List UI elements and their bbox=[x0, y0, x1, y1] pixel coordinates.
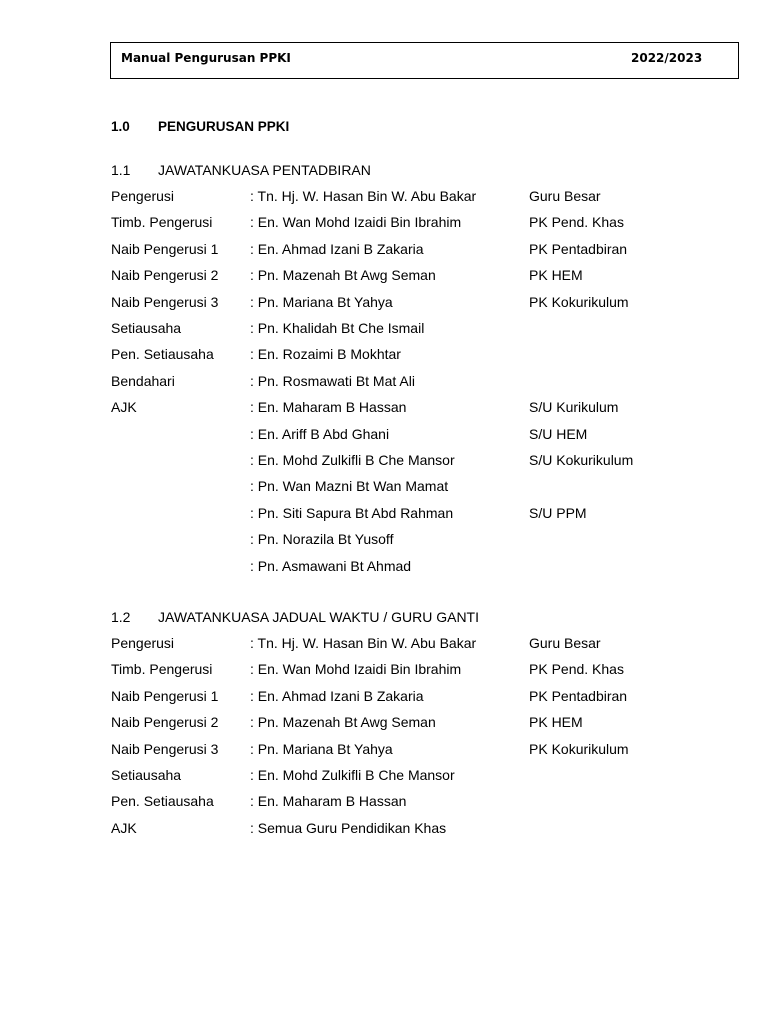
member-name: : Pn. Rosmawati Bt Mat Ali bbox=[250, 373, 415, 389]
member-role: Naib Pengerusi 2 bbox=[111, 714, 219, 730]
member-name: : Pn. Wan Mazni Bt Wan Mamat bbox=[250, 478, 449, 494]
member-name: : En. Maharam B Hassan bbox=[250, 399, 407, 415]
document-title: Manual Pengurusan PPKI bbox=[121, 51, 291, 65]
member-name: : Tn. Hj. W. Hasan Bin W. Abu Bakar bbox=[250, 635, 477, 651]
member-name: : Pn. Mazenah Bt Awg Seman bbox=[250, 714, 436, 730]
member-position: PK Kokurikulum bbox=[529, 294, 629, 310]
section-heading bbox=[111, 119, 289, 134]
member-role: Bendahari bbox=[111, 373, 175, 389]
document-year: 2022/2023 bbox=[631, 51, 703, 65]
member-name: : Pn. Mazenah Bt Awg Seman bbox=[250, 267, 436, 283]
member-role: Setiausaha bbox=[111, 320, 182, 336]
committee-title: JAWATANKUASA JADUAL WAKTU / GURU GANTI bbox=[158, 609, 479, 625]
member-name: : Pn. Asmawani Bt Ahmad bbox=[250, 558, 412, 574]
member-name: : Pn. Norazila Bt Yusoff bbox=[250, 531, 394, 547]
member-role: Setiausaha bbox=[111, 767, 182, 783]
member-name: : En. Wan Mohd Izaidi Bin Ibrahim bbox=[250, 661, 462, 677]
member-name: : En. Ahmad Izani B Zakaria bbox=[250, 241, 424, 257]
member-position: Guru Besar bbox=[529, 188, 601, 204]
member-name: : Semua Guru Pendidikan Khas bbox=[250, 820, 447, 836]
member-role: Naib Pengerusi 2 bbox=[111, 267, 219, 283]
member-name: : En. Mohd Zulkifli B Che Mansor bbox=[250, 452, 455, 468]
member-name: : Tn. Hj. W. Hasan Bin W. Abu Bakar bbox=[250, 188, 477, 204]
member-role: Pengerusi bbox=[111, 635, 175, 651]
committee-heading bbox=[111, 162, 371, 178]
member-position: Guru Besar bbox=[529, 635, 601, 651]
member-name: : En. Mohd Zulkifli B Che Mansor bbox=[250, 767, 455, 783]
section-title: PENGURUSAN PPKI bbox=[158, 119, 290, 134]
member-position: PK Kokurikulum bbox=[529, 741, 629, 757]
member-role: Pengerusi bbox=[111, 188, 175, 204]
committee-number: 1.1 bbox=[111, 162, 131, 178]
member-position: PK HEM bbox=[529, 714, 583, 730]
member-position: PK Pentadbiran bbox=[529, 688, 628, 704]
member-position: S/U HEM bbox=[529, 426, 588, 442]
member-role: AJK bbox=[111, 820, 137, 836]
member-name: : Pn. Khalidah Bt Che Ismail bbox=[250, 320, 425, 336]
member-position: PK Pend. Khas bbox=[529, 214, 624, 230]
member-name: : Pn. Siti Sapura Bt Abd Rahman bbox=[250, 505, 454, 521]
member-name: : Pn. Mariana Bt Yahya bbox=[250, 741, 393, 757]
member-role: Pen. Setiausaha bbox=[111, 346, 214, 362]
member-name: : En. Ariff B Abd Ghani bbox=[250, 426, 390, 442]
member-name: : En. Ahmad Izani B Zakaria bbox=[250, 688, 424, 704]
member-name: : Pn. Mariana Bt Yahya bbox=[250, 294, 393, 310]
member-position: PK HEM bbox=[529, 267, 583, 283]
member-name: : En. Wan Mohd Izaidi Bin Ibrahim bbox=[250, 214, 462, 230]
member-role: Naib Pengerusi 1 bbox=[111, 241, 219, 257]
member-position: S/U PPM bbox=[529, 505, 587, 521]
member-role: Naib Pengerusi 3 bbox=[111, 741, 219, 757]
member-role: Pen. Setiausaha bbox=[111, 793, 214, 809]
member-role: AJK bbox=[111, 399, 137, 415]
member-name: : En. Rozaimi B Mokhtar bbox=[250, 346, 401, 362]
committee-title: JAWATANKUASA PENTADBIRAN bbox=[158, 162, 371, 178]
member-position: S/U Kokurikulum bbox=[529, 452, 634, 468]
committee-number: 1.2 bbox=[111, 609, 131, 625]
page-header bbox=[110, 42, 739, 79]
member-name: : En. Maharam B Hassan bbox=[250, 793, 407, 809]
member-position: PK Pend. Khas bbox=[529, 661, 624, 677]
member-role: Timb. Pengerusi bbox=[111, 661, 213, 677]
member-role: Naib Pengerusi 3 bbox=[111, 294, 219, 310]
member-role: Timb. Pengerusi bbox=[111, 214, 213, 230]
section-number: 1.0 bbox=[111, 119, 130, 134]
member-role: Naib Pengerusi 1 bbox=[111, 688, 219, 704]
member-position: S/U Kurikulum bbox=[529, 399, 619, 415]
member-position: PK Pentadbiran bbox=[529, 241, 628, 257]
committee-heading bbox=[111, 609, 479, 625]
